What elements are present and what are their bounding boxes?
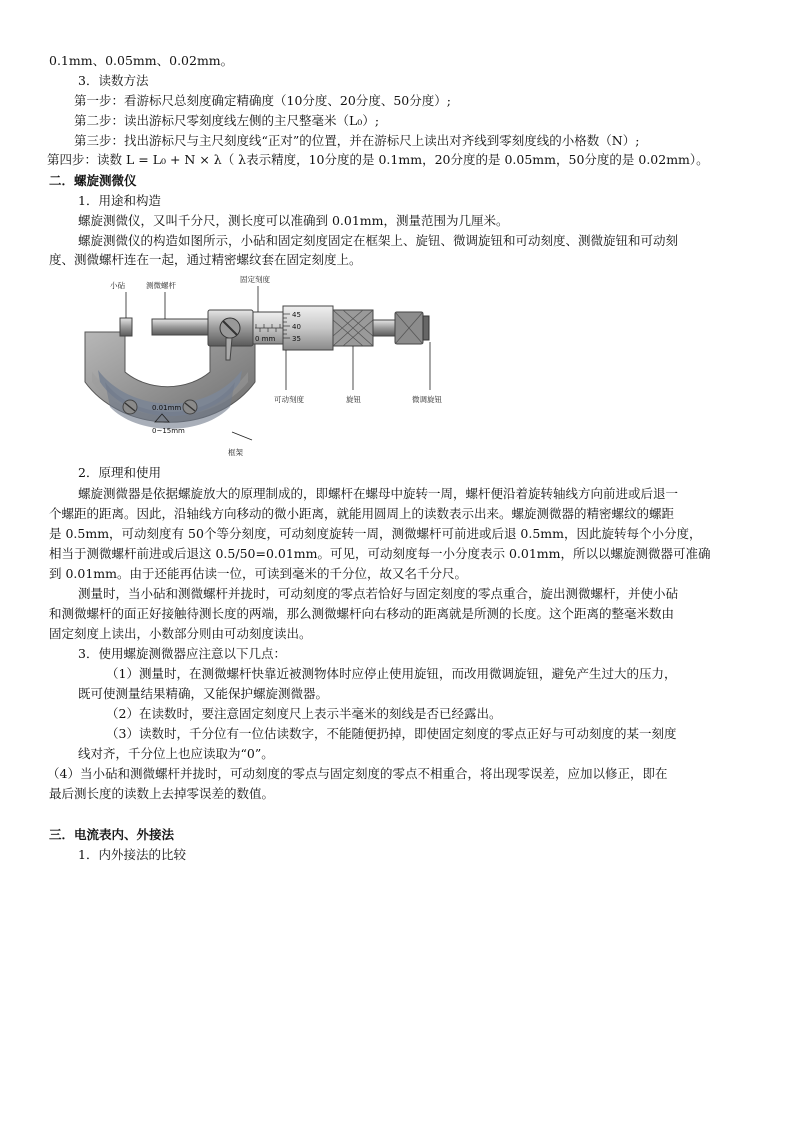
label-anvil: 小砧 (110, 281, 125, 290)
scale-35: 35 (292, 335, 301, 343)
label-spindle: 测微螺杆 (146, 281, 176, 290)
micrometer-figure (80, 272, 460, 462)
text-line: 测量时，当小砧和测微螺杆并拢时，可动刻度的零点若恰好与固定刻度的零点重合，旋出测微螺杆，并使小砧 (78, 586, 679, 601)
text-line: 螺旋测微器是依据螺旋放大的原理制成的，即螺杆在螺母中旋转一周，螺杆便沿着旋转轴线方向前进或后退一 (78, 486, 679, 501)
plate-precision: 0.01mm (152, 404, 182, 412)
label-knob: 旋钮 (346, 395, 361, 404)
text-line: 既可使测量结果精确，又能保护螺旋测微器。 (78, 686, 329, 701)
scale-45: 45 (292, 311, 301, 319)
text-line: 第一步：看游标尺总刻度确定精确度（10分度、20分度、50分度）; (74, 93, 451, 108)
text-line: 0.1mm、0.05mm、0.02mm。 (49, 53, 234, 68)
scale-zero-mm: 0 mm (255, 335, 276, 343)
text-line: 和测微螺杆的面正好接触待测长度的两端，那么测微螺杆向右移动的距离就是所测的长度。这个距离的整毫米数由 (49, 606, 675, 621)
text-line: 第三步：找出游标尺与主尺刻度线“正对”的位置，并在游标尺上读出对齐线到零刻度线的小格数（N）; (74, 133, 640, 148)
subheading: 3．读数方法 (78, 73, 149, 88)
anvil (120, 318, 132, 336)
text-line: 相当于测微螺杆前进或后退这 0.5/50=0.01mm。可见，可动刻度每一小分度表示 0.01mm，所以以螺旋测微器可准确 (49, 546, 711, 561)
text-line: 是 0.5mm，可动刻度有 50个等分刻度，可动刻度旋转一周，测微螺杆可前进或后退 0.5mm，因此旋转每个小分度， (49, 526, 702, 541)
text-line: 固定刻度上读出，小数部分则由可动刻度读出。 (49, 626, 312, 641)
text-line: 螺旋测微仪，又叫千分尺，测长度可以准确到 0.01mm，测量范围为几厘米。 (78, 213, 509, 228)
label-fixed-scale: 固定刻度 (240, 275, 270, 284)
text-line: 个螺距的距离。因此，沿轴线方向移动的微小距离，就能用圆周上的读数表示出来。螺旋测微器的精密螺纹的螺距 (49, 506, 675, 521)
section-heading: 三．电流表内、外接法 (49, 827, 175, 842)
label-thimble: 可动刻度 (274, 395, 304, 404)
subheading: 2．原理和使用 (78, 465, 161, 480)
text-line: 度、测微螺杆连在一起，通过精密螺纹套在固定刻度上。 (49, 252, 362, 267)
text-line: 第四步：读数 L = L₀ + N × λ（ λ表示精度，10分度的是 0.1mm，20分度的是 0.05mm，50分度的是 0.02mm）。 (47, 152, 709, 167)
text-line: （1）测量时，在测微螺杆快靠近被测物体时应停止使用旋钮，而改用微调旋钮，避免产生过大的压力， (106, 666, 677, 681)
thimble (283, 306, 333, 350)
text-line: 到 0.01mm。由于还能再估读一位，可读到毫米的千分位，故又名千分尺。 (49, 566, 468, 581)
micrometer-illustration (80, 272, 460, 462)
subheading: 3．使用螺旋测微器应注意以下几点： (78, 646, 286, 661)
text-line: 最后测长度的读数上去掉零误差的数值。 (49, 786, 275, 801)
text-line: （4）当小砧和测微螺杆并拢时，可动刻度的零点与固定刻度的零点不相重合，将出现零误差，应加以修正，即在 (47, 766, 668, 781)
text-line: （2）在读数时，要注意固定刻度尺上表示半毫米的刻线是否已经露出。 (106, 706, 502, 721)
plate-range: 0~15mm (152, 427, 185, 435)
section-heading: 二．螺旋测微仪 (49, 173, 137, 188)
scale-40: 40 (292, 323, 301, 331)
subheading: 1．内外接法的比较 (78, 847, 186, 862)
text-line: 第二步：读出游标尺零刻度线左侧的主尺整毫米（L₀）; (74, 113, 380, 128)
text-line: 螺旋测微仪的构造如图所示，小砧和固定刻度固定在框架上、旋钮、微调旋钮和可动刻度、测微旋钮和可动刻 (78, 233, 679, 248)
spindle (152, 319, 212, 335)
label-frame: 框架 (228, 448, 243, 457)
text-line: （3）读数时，千分位有一位估读数字，不能随便扔掉，即使固定刻度的零点正好与可动刻度的某一刻度 (106, 726, 677, 741)
text-line: 线对齐，千分位上也应读取为“0”。 (78, 746, 274, 761)
subheading: 1．用途和构造 (78, 193, 161, 208)
label-fine-knob: 微调旋钮 (412, 395, 442, 404)
